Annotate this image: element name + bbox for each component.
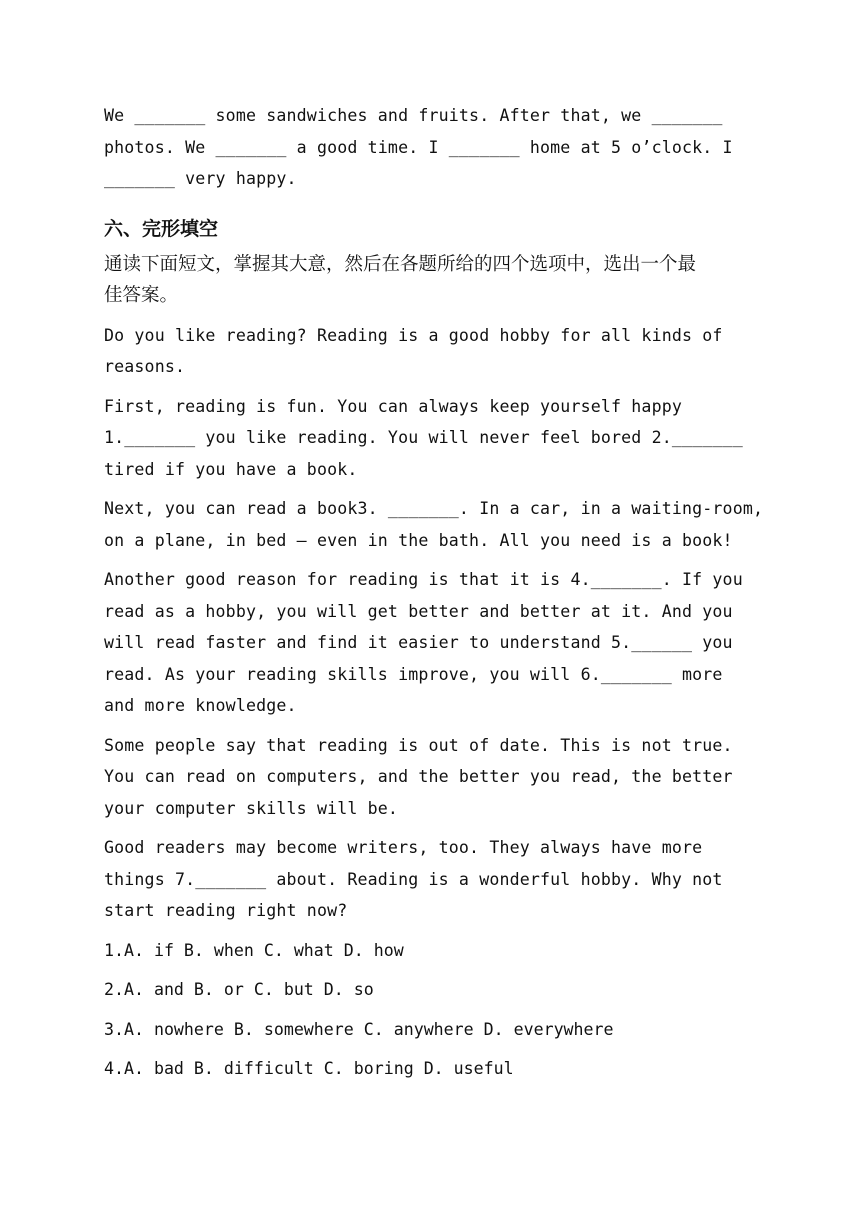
paragraph-1	[104, 320, 764, 383]
text-line: photos. We _______ a good time. I _______ home at 5 o’clock. I	[104, 137, 733, 157]
text-line: You can read on computers, and the better you read, the better	[104, 767, 733, 786]
text-line: things 7._______ about. Reading is a wonderful hobby. Why not	[104, 869, 723, 889]
text-line: will read faster and find it easier to understand 5.______ you	[104, 633, 733, 652]
text-line: Next, you can read a book3. _______. In a car, in a waiting-room,	[104, 499, 764, 518]
text-line: reasons.	[104, 357, 186, 376]
document-page	[104, 100, 764, 1093]
text-line: We _______ some sandwiches and fruits. After that, we _______	[104, 106, 723, 125]
text-line: Do you like reading? Reading is a good hobby for all kinds of	[104, 325, 723, 345]
text-line: on a plane, in bed — even in the bath. All you need is a book!	[104, 530, 733, 550]
option-line: 1.A. if B. when C. what D. how	[104, 940, 404, 960]
top-paragraph	[104, 100, 764, 195]
text-line: your computer skills will be.	[104, 798, 399, 818]
text-line: _______ very happy.	[104, 169, 297, 188]
paragraph-6	[104, 832, 764, 927]
text-line: 佳答案。	[104, 285, 179, 306]
paragraph-5	[104, 730, 764, 825]
text-line: and more knowledge.	[104, 696, 297, 715]
text-line: 1._______ you like reading. You will never feel bored 2._______	[104, 428, 743, 447]
section-heading: 六、完形填空	[104, 217, 219, 240]
text-line: 通读下面短文，掌握其大意，然后在各题所给的四个选项中，选出一个最	[104, 253, 697, 275]
text-line: read as a hobby, you will get better and better at it. And you	[104, 601, 733, 621]
text-line: tired if you have a book.	[104, 459, 358, 479]
option-line: 2.A. and B. or C. but D. so	[104, 980, 374, 999]
instruction	[104, 249, 764, 312]
paragraph-4	[104, 564, 764, 722]
option-line: 3.A. nowhere B. somewhere C. anywhere D. everywhere	[104, 1019, 614, 1039]
paragraph-3	[104, 493, 764, 556]
text-line: Good readers may become writers, too. They always have more	[104, 838, 703, 857]
text-line: Another good reason for reading is that it is 4._______. If you	[104, 570, 743, 589]
text-line: start reading right now?	[104, 901, 348, 920]
paragraph-2	[104, 391, 764, 486]
option-line: 4.A. bad B. difficult C. boring D. useful	[104, 1059, 514, 1078]
text-line: First, reading is fun. You can always keep yourself happy	[104, 396, 682, 416]
text-line: Some people say that reading is out of date. This is not true.	[104, 735, 733, 755]
text-line: read. As your reading skills improve, you will 6._______ more	[104, 664, 723, 684]
